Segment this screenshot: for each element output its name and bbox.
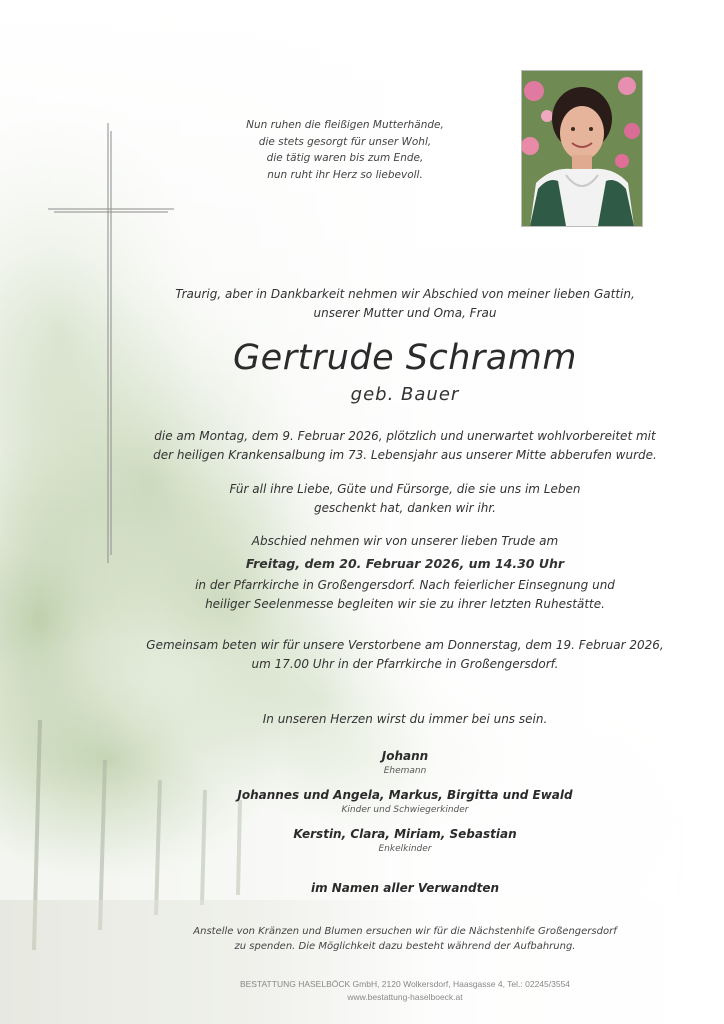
mourner-name: Kerstin, Clara, Miriam, Sebastian: [293, 827, 517, 841]
thanks-line: Für all ihre Liebe, Güte und Fürsorge, die sie uns im Leben: [229, 482, 581, 496]
poem-line: die tätig waren bis zum Ende,: [266, 152, 424, 164]
mourner-relation: Enkelkinder: [378, 844, 432, 854]
prayer-line: Gemeinsam beten wir für unsere Verstorbene am Donnerstag, dem 19. Februar 2026,: [146, 638, 664, 652]
mourner-entry: [130, 787, 680, 817]
maiden-name: geb. Bauer: [350, 384, 460, 405]
prayer-line: um 17.00 Uhr in der Pfarrkirche in Großengersdorf.: [251, 657, 559, 671]
intro-line: Traurig, aber in Dankbarkeit nehmen wir Abschied von meiner lieben Gattin,: [175, 287, 635, 301]
donation-line: zu spenden. Die Möglichkeit dazu besteht während der Aufbahrung.: [234, 941, 576, 952]
memorial-poem: [200, 117, 490, 183]
funeral-date: Freitag, dem 20. Februar 2026, um 14.30 Uhr: [245, 556, 565, 571]
mourner-entry: [130, 826, 680, 856]
mourner-relation: Kinder und Schwiegerkinder: [341, 805, 469, 815]
farewell-line: heiliger Seelenmesse begleiten wir sie zu ihrer letzten Ruhestätte.: [205, 597, 605, 611]
mourners-list: [130, 748, 680, 865]
intro-text: [130, 285, 680, 323]
mourner-name: Johann: [381, 749, 429, 763]
mourner-name: Johannes und Angela, Markus, Birgitta und Ewald: [237, 788, 573, 802]
passing-line: der heiligen Krankensalbung im 73. Lebensjahr aus unserer Mitte abberufen wurde.: [153, 448, 657, 462]
portrait-photo: [521, 70, 643, 227]
intro-line: unserer Mutter und Oma, Frau: [313, 306, 497, 320]
passing-text: [130, 427, 680, 465]
mourner-entry: [130, 748, 680, 778]
farewell-line: Abschied nehmen wir von unserer lieben Trude am: [251, 534, 559, 548]
footer-website: www.bestattung-haselboeck.at: [347, 992, 463, 1002]
thanks-text: [130, 480, 680, 518]
donation-note: [130, 924, 680, 954]
relatives-line: im Namen aller Verwandten: [310, 881, 500, 895]
farewell-line: in der Pfarrkirche in Großengersdorf. Nach feierlicher Einsegnung und: [195, 578, 615, 592]
memorial-quote: In unseren Herzen wirst du immer bei uns sein.: [262, 712, 548, 726]
poem-line: nun ruht ihr Herz so liebevoll.: [267, 168, 423, 181]
poem-line: die stets gesorgt für unser Wohl,: [258, 135, 432, 148]
portrait-image: [522, 71, 642, 226]
passing-line: die am Montag, dem 9. Februar 2026, plötzlich und unerwartet wohlvorbereitet mit: [154, 429, 656, 443]
poem-line: Nun ruhen die fleißigen Mutterhände,: [246, 119, 444, 131]
deceased-name: Gertrude Schramm: [233, 338, 577, 378]
mourner-relation: Ehemann: [383, 766, 427, 776]
footer-address: BESTATTUNG HASELBÖCK GmbH, 2120 Wolkersdorf, Haasgasse 4, Tel.: 02245/3554: [239, 979, 571, 989]
thanks-line: geschenkt hat, danken wir ihr.: [313, 501, 496, 515]
farewell-text: [130, 532, 680, 614]
donation-line: Anstelle von Kränzen und Blumen ersuchen wir für die Nächstenhife Großengersdorf: [193, 926, 617, 937]
funeral-home-footer: [130, 978, 680, 1004]
prayer-text: [130, 636, 680, 674]
